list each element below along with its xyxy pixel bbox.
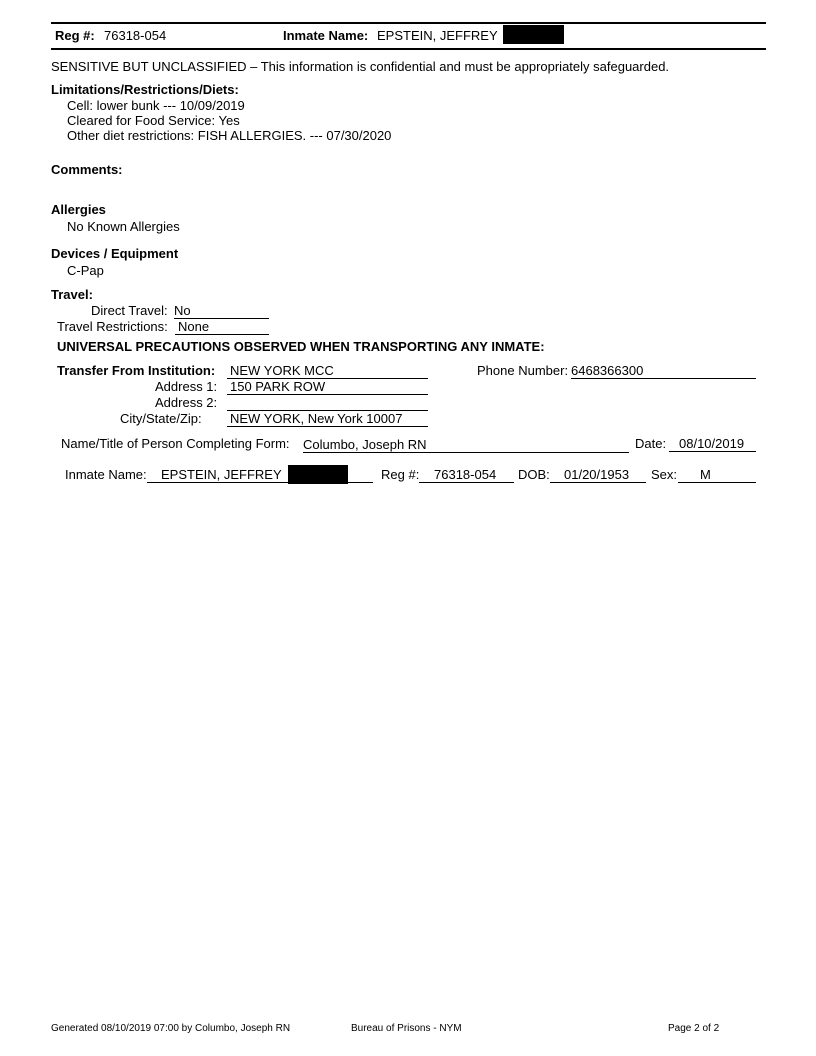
completed-by-label: Name/Title of Person Completing Form: xyxy=(61,436,290,451)
header-reg-label: Reg #: xyxy=(55,28,95,43)
city-state-zip-value: NEW YORK, New York 10007 xyxy=(227,411,428,427)
summary-redaction xyxy=(288,465,348,484)
transfer-from-label: Transfer From Institution: xyxy=(57,363,216,378)
dob-label: DOB: xyxy=(518,467,550,482)
summary-name-label: Inmate Name: xyxy=(65,467,147,482)
footer-page-number: Page 2 of 2 xyxy=(668,1023,720,1034)
date-label: Date: xyxy=(635,436,667,451)
footer-generated: Generated 08/10/2019 07:00 by Columbo, Joseph RN xyxy=(51,1023,291,1034)
header-name-label: Inmate Name: xyxy=(283,28,369,43)
universal-precautions: UNIVERSAL PRECAUTIONS OBSERVED WHEN TRANSPORTING ANY INMATE: xyxy=(57,339,545,354)
limitation-item: Cell: lower bunk --- 10/09/2019 xyxy=(67,98,245,113)
sensitivity-notice: SENSITIVE BUT UNCLASSIFIED – This information is confidential and must be appropriately safeguarded. xyxy=(51,59,670,74)
header-reg-value: 76318-054 xyxy=(104,28,167,43)
address1-label: Address 1: xyxy=(155,379,218,394)
summary-name-value: EPSTEIN, JEFFREY xyxy=(147,467,373,483)
comments-title: Comments: xyxy=(51,162,123,177)
transfer-from-value: NEW YORK MCC xyxy=(227,363,428,379)
travel-title: Travel: xyxy=(51,287,93,302)
header-name-value: EPSTEIN, JEFFREY xyxy=(377,28,498,43)
direct-travel-value: No xyxy=(174,303,269,319)
address2-value xyxy=(227,395,428,411)
address2-label: Address 2: xyxy=(155,395,218,410)
sex-label: Sex: xyxy=(651,467,678,482)
sex-value: M xyxy=(678,467,756,483)
limitation-item: Cleared for Food Service: Yes xyxy=(67,113,240,128)
dob-value: 01/20/1953 xyxy=(550,467,646,483)
phone-number-value: 6468366300 xyxy=(571,363,756,379)
summary-reg-value: 76318-054 xyxy=(419,467,514,483)
header-redaction xyxy=(503,25,564,44)
city-state-zip-label: City/State/Zip: xyxy=(120,411,202,426)
header-top-rule xyxy=(51,22,766,24)
devices-title: Devices / Equipment xyxy=(51,246,179,261)
direct-travel-label: Direct Travel: xyxy=(91,303,168,318)
header-bottom-rule xyxy=(51,48,766,50)
date-value: 08/10/2019 xyxy=(669,436,756,452)
travel-restrictions-value: None xyxy=(175,319,269,335)
limitation-item: Other diet restrictions: FISH ALLERGIES. --- 07/30/2020 xyxy=(67,128,392,143)
address1-value: 150 PARK ROW xyxy=(227,379,428,395)
completed-by-value: Columbo, Joseph RN xyxy=(303,437,629,453)
allergies-title: Allergies xyxy=(51,202,106,217)
devices-value: C-Pap xyxy=(67,263,104,278)
footer-agency: Bureau of Prisons - NYM xyxy=(351,1023,462,1034)
summary-reg-label: Reg #: xyxy=(381,467,420,482)
travel-restrictions-label: Travel Restrictions: xyxy=(57,319,168,334)
limitations-title: Limitations/Restrictions/Diets: xyxy=(51,82,239,97)
allergies-value: No Known Allergies xyxy=(67,219,180,234)
phone-number-label: Phone Number: xyxy=(477,363,569,378)
